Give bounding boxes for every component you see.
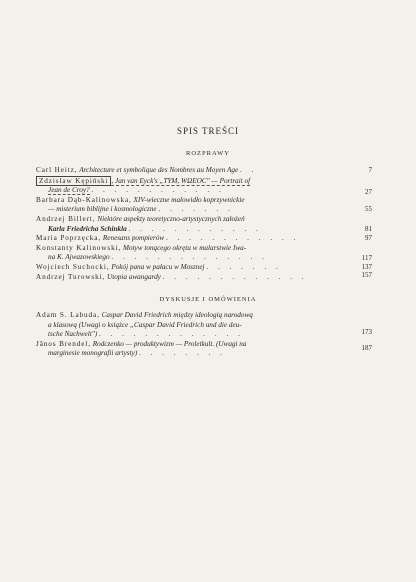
toc-entry [36,270,372,283]
page-number: 137 [361,262,372,271]
toc-entry [36,262,372,273]
entry-author: Wojciech Suchocki, [36,262,110,271]
toc-entry [36,166,372,176]
entry-title: , Jan van Eyck's „TYM, WΩEOC" — Portrait of [111,176,251,185]
toc-entry [36,339,372,359]
leader-dots: . . . . . . . . [138,349,226,358]
entry-title-cont: marginesie monografii artysty) [48,349,138,358]
entry-title: XIV-wieczne malowidło koprzywnickie [133,195,245,204]
leader-dots: . . . . . . . . . . . . . . [111,253,268,262]
entry-title-cont: Karla Friedricha Schinkla [48,224,127,233]
entry-title-cont: — misterium biblijne i kosmologiczne [48,205,157,214]
entry-title-cont: tsche Nachwelt") [48,330,98,339]
entry-author: Carl Heitz, [36,166,78,174]
entry-title-cont: na K. Ajwazowskiego [48,253,110,262]
page-title: SPIS TREŚCI [176,126,240,136]
entry-title-cont: a klasową (Uwagi o książce „Caspar David Friedrich und die deu- [48,320,242,329]
page-number: 81 [365,224,372,233]
entry-author: Zdzisław Kępiński [36,176,111,186]
leader-dots: . . [239,166,258,174]
page-number: 157 [361,270,372,279]
entry-author: Andrzej Turowski, [36,272,106,281]
page-number: 97 [365,234,372,243]
entry-author: Adam S. Labuda, [36,311,100,319]
entry-title: Architecture et symbolique des Nombres au Moyen Age [79,166,239,174]
toc-entry [36,176,372,196]
section-heading-rozprawy: ROZPRAWY [186,150,230,157]
entry-title: Niektóre aspekty teoretyczno-artystycznych założeń [97,214,245,223]
toc-entry [36,214,372,234]
page-number: 27 [365,187,372,196]
page-number: 173 [361,328,372,336]
entry-author: Maria Poprzęcka, [36,234,102,243]
leader-dots: . . . . . . . . . . . . [91,186,225,195]
toc-entry [36,311,372,340]
entry-title: Pokój pana w pałacu w Mosznej [111,262,205,271]
page-number: 55 [365,204,372,213]
leader-dots: . . . . . . . . . . . . [128,224,262,233]
page-number: 7 [368,166,372,174]
toc-entry [36,243,372,263]
leader-dots: . . . . . . . . . . . . [165,234,300,243]
entry-title: Utopia awangardy [107,272,161,281]
page-number: 117 [361,253,372,262]
entry-title: Caspar David Friedrich między ideologią narodową [101,311,253,319]
section-heading-dyskusje: DYSKUSJE I OMÓWIENIA [159,296,257,303]
page-number: 187 [361,343,372,352]
entry-author: Konstanty Kalinowski, [36,243,122,252]
toc-list-dyskusje [36,311,372,359]
toc-entry [36,234,372,244]
leader-dots: . . . . . . . [206,262,282,271]
entry-title: Motyw tonącego okrętu w malarstwie Iwa- [122,243,247,252]
toc-list-rozprawy [36,166,372,282]
leader-dots: . . . . . . . [158,205,234,214]
entry-author: Andrzej Billert, [36,214,96,223]
leader-dots: . . . . . . . . . . . . . [162,272,308,281]
toc-entry [36,195,372,215]
entry-title: Rodczenko — produktywizm — Proletkult. (Uwagi na [92,339,247,348]
entry-title: Renesans pompierów [102,234,165,243]
entry-title-cont: Jean de Croy? [48,186,90,195]
entry-author: Barbara Dąb-Kalinowska, [36,195,132,204]
entry-author: Jănos Brendel, [36,339,91,348]
leader-dots: . . . . . . . . . . . . . [98,330,244,339]
